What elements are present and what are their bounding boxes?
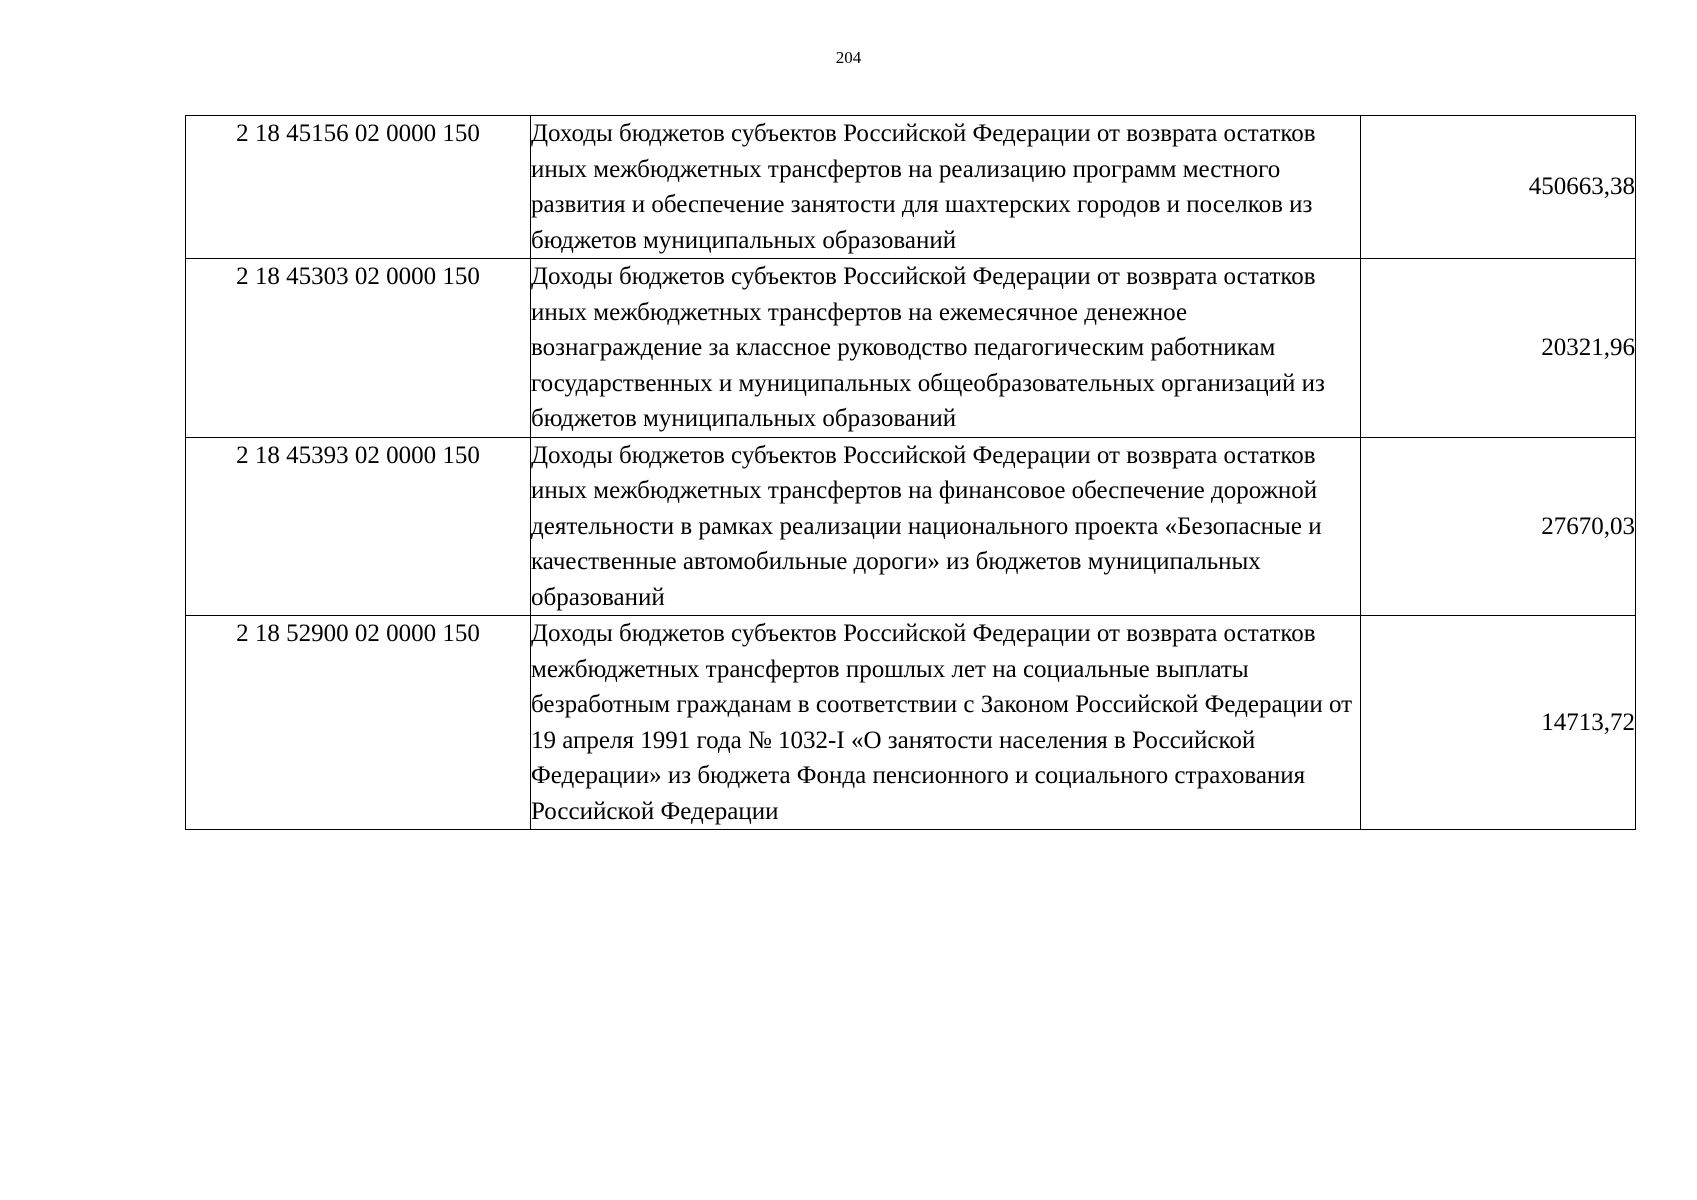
table-row (186, 616, 1636, 830)
description-cell: Доходы бюджетов субъектов Российской Федерации от возврата остатков межбюджетных трансфертов прошлых лет на социальные выплаты безработным гражданам в соответствии с Законом Российской Федерации от 19 апреля 1991 года № 1032-I «О занятости населения в Российской Федерации» из бюджета Фонда пенсионного и социального страхования Российской Федерации (531, 616, 1361, 830)
amount-cell: 450663,38 (1361, 116, 1636, 259)
budget-code-cell: 2 18 52900 02 0000 150 (186, 616, 531, 830)
table-row (186, 437, 1636, 616)
budget-table (185, 115, 1636, 830)
table-row (186, 259, 1636, 438)
description-cell: Доходы бюджетов субъектов Российской Федерации от возврата остатков иных межбюджетных трансфертов на финансовое обеспечение дорожной деятельности в рамках реализации национального проекта «Безопасные и качественные автомобильные дороги» из бюджетов муниципальных образований (531, 437, 1361, 616)
page-number: 204 (835, 48, 862, 67)
description-cell: Доходы бюджетов субъектов Российской Федерации от возврата остатков иных межбюджетных трансфертов на реализацию программ местного развития и обеспечение занятости для шахтерских городов и поселков из бюджетов муниципальных образований (531, 116, 1361, 259)
table-row (186, 116, 1636, 259)
amount-cell: 27670,03 (1361, 437, 1636, 616)
budget-code-cell: 2 18 45393 02 0000 150 (186, 437, 531, 616)
amount-cell: 20321,96 (1361, 259, 1636, 438)
description-cell: Доходы бюджетов субъектов Российской Федерации от возврата остатков иных межбюджетных трансфертов на ежемесячное денежное вознаграждение за классное руководство педагогическим работникам государственных и муниципальных общеобразовательных организаций из бюджетов муниципальных образований (531, 259, 1361, 438)
budget-code-cell: 2 18 45156 02 0000 150 (186, 116, 531, 259)
amount-cell: 14713,72 (1361, 616, 1636, 830)
budget-code-cell: 2 18 45303 02 0000 150 (186, 259, 531, 438)
